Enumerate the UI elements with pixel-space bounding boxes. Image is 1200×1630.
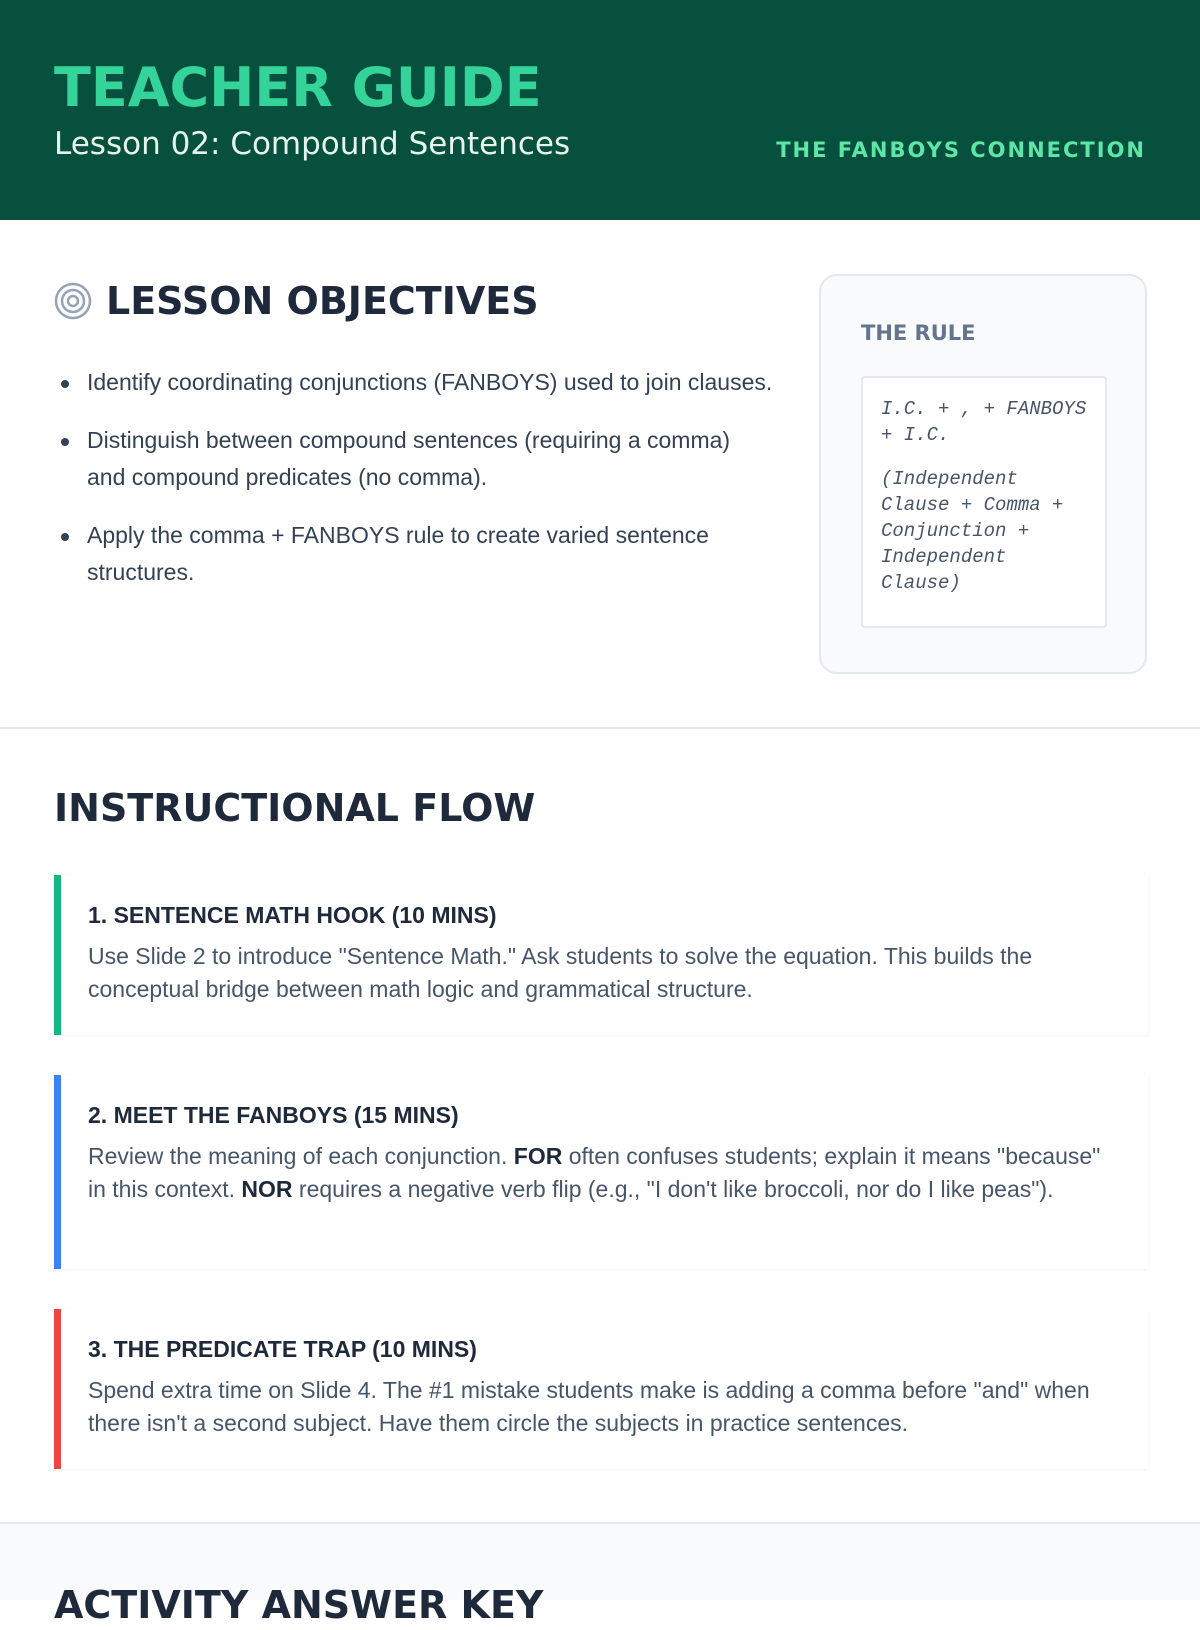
- flow-step-1: [54, 875, 1148, 1035]
- objectives-heading-row: [54, 276, 539, 326]
- step-body-text: often confuses students; explain it means "because" in this context.: [88, 1143, 1101, 1202]
- page-header: [0, 0, 1200, 220]
- list-item: Identify coordinating conjunctions (FANBOYS) used to join clauses.: [54, 364, 774, 401]
- target-icon: [54, 282, 92, 320]
- objectives-heading: LESSON OBJECTIVES: [106, 279, 539, 323]
- unit-tag: THE FANBOYS CONNECTION: [776, 138, 1146, 162]
- objectives-list: [54, 364, 774, 612]
- step-body: Spend extra time on Slide 4. The #1 mistake students make is adding a comma before "and" when there isn't a second subject. Have them circle the subjects in practice sentences.: [88, 1377, 1090, 1436]
- rule-label: THE RULE: [861, 321, 976, 345]
- objectives-section: [0, 220, 1200, 728]
- answer-key-section: [0, 1522, 1200, 1627]
- rule-explanation: (Independent Clause + Comma + Conjunction + Independent Clause): [881, 468, 1064, 594]
- step-title: 3. THE PREDICATE TRAP (10 MINS): [88, 1336, 477, 1362]
- list-item: Apply the comma + FANBOYS rule to create varied sentence structures.: [54, 517, 774, 591]
- list-item: Distinguish between compound sentences (requiring a comma) and compound predicates (no comma).: [54, 422, 774, 496]
- page-title: TEACHER GUIDE: [54, 56, 542, 119]
- answer-key-heading: ACTIVITY ANSWER KEY: [54, 1583, 544, 1627]
- instructional-flow-section: [0, 729, 1200, 1522]
- step-body-text: requires a negative verb flip (e.g., "I don't like broccoli, nor do I like peas").: [292, 1176, 1054, 1202]
- step-body-text: Review the meaning of each conjunction.: [88, 1143, 514, 1169]
- rule-card: [819, 274, 1147, 674]
- flow-step-2: [54, 1075, 1148, 1269]
- flow-heading: INSTRUCTIONAL FLOW: [54, 786, 536, 830]
- step-body: Use Slide 2 to introduce "Sentence Math." Ask students to solve the equation. This builds the conceptual bridge between math logic and grammatical structure.: [88, 943, 1033, 1002]
- step-title: 2. MEET THE FANBOYS (15 MINS): [88, 1102, 459, 1128]
- rule-box: [861, 376, 1107, 628]
- step-body: [88, 1140, 1118, 1206]
- step-body-emphasis: NOR: [241, 1176, 293, 1202]
- rule-formula: I.C. + , + FANBOYS + I.C.: [881, 398, 1087, 446]
- step-body-emphasis: FOR: [513, 1143, 563, 1169]
- lesson-subtitle: Lesson 02: Compound Sentences: [54, 126, 571, 162]
- step-title: 1. SENTENCE MATH HOOK (10 MINS): [88, 902, 497, 928]
- flow-step-3: [54, 1309, 1148, 1469]
